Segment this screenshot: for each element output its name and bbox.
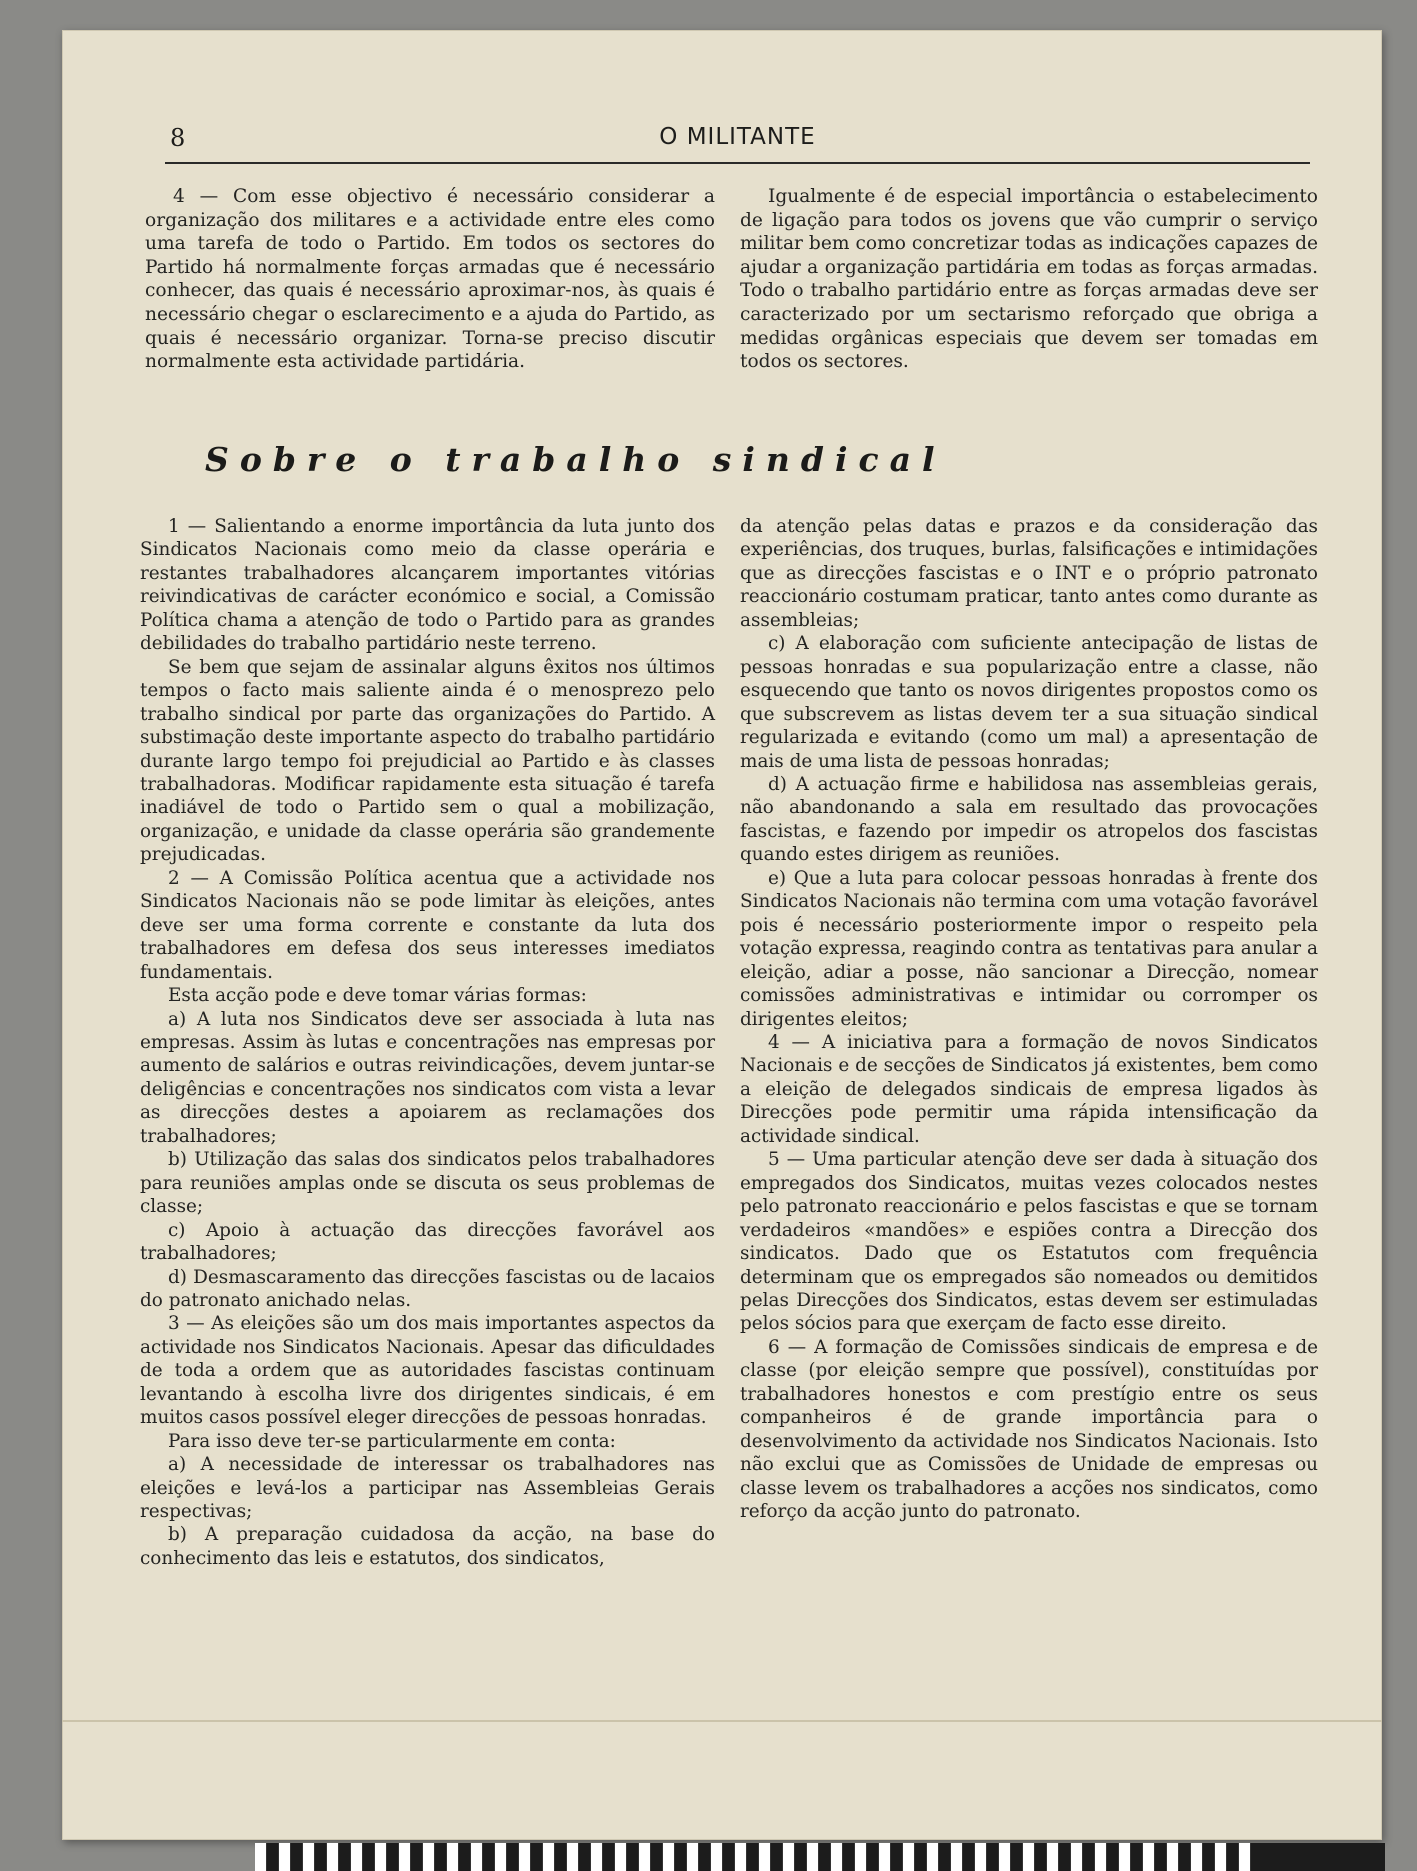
- ruler-tick: [1023, 1843, 1035, 1871]
- paragraph: 5 — Uma particular atenção deve ser dada à situação dos empregados dos Sindicatos, muitas vezes colocados nestes pelo patronato reaccionário e pelos fascistas e que se tornam verdadeiros «mandões» e espiões contra a Direcção dos sindicatos. Dado que os Estatutos com frequência determinam que os empregados são nomeados ou demitidos pelas Direcções dos Sindicatos, estas devem ser estimuladas pelos sócios para que exerçam de facto esse direito.: [740, 1149, 1318, 1335]
- ruler-tick: [687, 1843, 699, 1871]
- paragraph: Para isso deve ter-se particularmente em conta:: [168, 1430, 616, 1452]
- section-title: Sobre o trabalho sindical: [205, 440, 946, 479]
- ruler-tick: [663, 1843, 675, 1871]
- paragraph: a) A necessidade de interessar os trabalhadores nas eleições e levá-los a participar nas Assembleias Gerais respectivas;: [140, 1454, 715, 1523]
- ruler-tick: [1239, 1843, 1251, 1871]
- paragraph: Igualmente é de especial importância o estabelecimento de ligação para todos os jovens que vão cumprir o serviço militar bem como concretizar todas as indicações capazes de ajudar a organização partidária em todas as forças armadas. Todo o trabalho partidário entre as forças armadas deve ser caracterizado por um sectarismo reforçado que obriga a medidas orgânicas especiais que devem ser tomadas em todos os sectores.: [740, 186, 1318, 373]
- ruler-tick: [1119, 1843, 1131, 1871]
- paragraph: d) Desmascaramento das direcções fascistas ou de lacaios do patronato anichado nelas.: [140, 1266, 715, 1311]
- ruler-tick: [591, 1843, 603, 1871]
- body-left-column: [140, 515, 715, 1570]
- ruler-tick: [987, 1843, 999, 1871]
- ruler-tick: [1155, 1843, 1167, 1871]
- ruler-tick: [1071, 1843, 1083, 1871]
- ruler-tick: [879, 1843, 891, 1871]
- top-left-column: [145, 185, 715, 374]
- ruler-tick: [711, 1843, 723, 1871]
- ruler-tick: [783, 1843, 795, 1871]
- ruler-tick: [639, 1843, 651, 1871]
- ruler-tick: [471, 1843, 483, 1871]
- paragraph: 3 — As eleições são um dos mais importantes aspectos da actividade nos Sindicatos Nacionais. Apesar das dificuldades de toda a ordem que as autoridades fascistas continuam levantando à escolha livre dos dirigentes sindicais, é em muitos casos possível eleger direcções de pessoas honradas.: [140, 1313, 715, 1429]
- ruler-tick: [1167, 1843, 1179, 1871]
- paragraph: 6 — A formação de Comissões sindicais de empresa e de classe (por eleição sempre que possível), constituídas por trabalhadores honestos e com prestígio entre os seus companheiros é de grande importância para o desenvolvimento da actividade nos Sindicatos Nacionais. Isto não exclui que as Comissões de Unidade de empresas ou classe levem os trabalhadores a acções nos sindicatos, como reforço da acção junto do patronato.: [740, 1336, 1318, 1523]
- ruler-tick: [447, 1843, 459, 1871]
- ruler-tick: [615, 1843, 627, 1871]
- top-right-column: [740, 185, 1318, 374]
- paragraph: c) A elaboração com suficiente antecipação de listas de pessoas honradas e sua popularização entre a classe, não esquecendo que tanto os novos dirigentes propostos como os que subscrevem as listas devem ter a sua situação sindical regularizada e evitando (como um mal) a apresentação de mais de uma lista de pessoas honradas;: [740, 633, 1318, 772]
- ruler-tick: [627, 1843, 639, 1871]
- ruler-tick: [891, 1843, 903, 1871]
- body-right-column: [740, 515, 1318, 1523]
- ruler-tick: [495, 1843, 507, 1871]
- ruler-tick: [411, 1843, 423, 1871]
- paragraph: 2 — A Comissão Política acentua que a actividade nos Sindicatos Nacionais não se pode limitar às eleições, antes deve ser uma forma corrente e constante da luta dos trabalhadores em defesa dos seus interesses imediatos fundamentais.: [140, 867, 715, 983]
- ruler-tick: [423, 1843, 435, 1871]
- ruler-tick: [507, 1843, 519, 1871]
- ruler-tick: [735, 1843, 747, 1871]
- ruler-tick: [963, 1843, 975, 1871]
- ruler-tick: [375, 1843, 387, 1871]
- ruler-tick: [459, 1843, 471, 1871]
- publication-title: O MILITANTE: [659, 124, 816, 150]
- ruler-tick: [819, 1843, 831, 1871]
- ruler-tick: [903, 1843, 915, 1871]
- ruler-tick: [399, 1843, 411, 1871]
- ruler-tick: [1191, 1843, 1203, 1871]
- ruler-tick: [807, 1843, 819, 1871]
- paragraph: da atenção pelas datas e prazos e da consideração das experiências, dos truques, burlas, falsificações e intimidações que as direcções fascistas e o INT e o próprio patronato reaccionário costumam praticar, tanto antes como durante as assembleias;: [740, 516, 1318, 631]
- ruler-tick: [543, 1843, 555, 1871]
- paragraph: Se bem que sejam de assinalar alguns êxitos nos últimos tempos o facto mais saliente ainda é o menosprezo pelo trabalho sindical por parte das organizações do Partido. A substimação deste importante aspecto do trabalho partidário durante largo tempo foi prejudicial ao Partido e às classes trabalhadoras. Modificar rapidamente esta situação é tarefa inadiável de todo o Partido sem o qual a mobilização, organização, e unidade da classe operária são grandemente prejudicadas.: [140, 656, 715, 866]
- ruler-tick: [927, 1843, 939, 1871]
- ruler-tick: [279, 1843, 291, 1871]
- ruler-tick: [303, 1843, 315, 1871]
- ruler-tick: [759, 1843, 771, 1871]
- ruler-tick: [1107, 1843, 1119, 1871]
- ruler-tick: [651, 1843, 663, 1871]
- ruler-tick: [975, 1843, 987, 1871]
- ruler-tick: [1179, 1843, 1191, 1871]
- ruler-tick: [951, 1843, 963, 1871]
- ruler-tick: [999, 1843, 1011, 1871]
- ruler-tick: [1047, 1843, 1059, 1871]
- ruler-tick: [1203, 1843, 1215, 1871]
- ruler-tick: [1083, 1843, 1095, 1871]
- page-number: 8: [170, 124, 186, 152]
- ruler-tick: [483, 1843, 495, 1871]
- paragraph: d) A actuação firme e habilidosa nas assembleias gerais, não abandonando a sala em resultado das provocações fascistas, e fazendo por impedir os atropelos dos fascistas quando estes dirigem as reuniões.: [740, 773, 1318, 866]
- ruler-tick: [291, 1843, 303, 1871]
- page-header: [165, 120, 1310, 164]
- paragraph: c) Apoio à actuação das direcções favorável aos trabalhadores;: [140, 1219, 715, 1265]
- ruler-tick: [555, 1843, 567, 1871]
- ruler-tick: [579, 1843, 591, 1871]
- ruler-tick: [1143, 1843, 1155, 1871]
- ruler-tick: [855, 1843, 867, 1871]
- paragraph: Esta acção pode e deve tomar várias formas:: [168, 985, 587, 1007]
- ruler-tick: [795, 1843, 807, 1871]
- paragraph: 4 — Com esse objectivo é necessário considerar a organização dos militares e a actividade entre eles como uma tarefa de todo o Partido. Em todos os sectores do Partido há normalmente forças armadas que é necessário conhecer, das quais é necessário aproximar-nos, às quais é necessário chegar o esclarecimento e a ajuda do Partido, as quais é necessário organizar. Torna-se preciso discutir normalmente esta actividade partidária.: [145, 186, 715, 373]
- ruler-tick: [435, 1843, 447, 1871]
- paragraph: b) Utilização das salas dos sindicatos pelos trabalhadores para reuniões amplas onde se discuta os seus problemas de classe;: [140, 1149, 715, 1218]
- paragraph: e) Que a luta para colocar pessoas honradas à frente dos Sindicatos Nacionais não termina com uma votação favorável pois é necessário posteriormente impor o respeito pela votação expressa, reagindo contra as tentativas para anular a eleição, adiar a posse, não sancionar a Direcção, nomear comissões administrativas e intimidar ou corromper os dirigentes eleitos;: [740, 867, 1318, 1030]
- ruler-tick: [603, 1843, 615, 1871]
- paragraph: 1 — Salientando a enorme importância da luta junto dos Sindicatos Nacionais como meio da classe operária e restantes trabalhadores alcançarem importantes vitórias reivindicativas de carácter económico e social, a Comissão Política chama a atenção de todo o Partido para as grandes debilidades do trabalho partidário neste terreno.: [140, 516, 715, 655]
- ruler-tick: [915, 1843, 927, 1871]
- ruler-tick: [363, 1843, 375, 1871]
- scale-ruler-end: [1260, 1843, 1385, 1871]
- ruler-tick: [1011, 1843, 1023, 1871]
- ruler-tick: [519, 1843, 531, 1871]
- ruler-tick: [267, 1843, 279, 1871]
- ruler-tick: [531, 1843, 543, 1871]
- paragraph: 4 — A iniciativa para a formação de novos Sindicatos Nacionais e de secções de Sindicatos já existentes, bem como a eleição de delegados sindicais de empresa ligados às Direcções pode permitir uma rápida intensificação da actividade sindical.: [740, 1031, 1318, 1147]
- ruler-tick: [771, 1843, 783, 1871]
- scale-ruler: [255, 1843, 1385, 1871]
- ruler-tick: [387, 1843, 399, 1871]
- paragraph: a) A luta nos Sindicatos deve ser associada à luta nas empresas. Assim às lutas e concentrações nas empresas por aumento de salários e outras reivindicações, devem juntar-se deligências e concentrações nos sindicatos com vista a levar as direcções destes a apoiarem as reclamações dos trabalhadores;: [140, 1008, 715, 1147]
- ruler-tick: [939, 1843, 951, 1871]
- ruler-tick: [867, 1843, 879, 1871]
- ruler-tick: [1215, 1843, 1227, 1871]
- ruler-tick: [351, 1843, 363, 1871]
- ruler-tick: [1095, 1843, 1107, 1871]
- ruler-tick: [327, 1843, 339, 1871]
- ruler-tick: [339, 1843, 351, 1871]
- ruler-tick: [567, 1843, 579, 1871]
- ruler-tick: [699, 1843, 711, 1871]
- page-fold-line: [62, 1720, 1382, 1722]
- ruler-tick: [1059, 1843, 1071, 1871]
- ruler-tick: [843, 1843, 855, 1871]
- ruler-tick: [255, 1843, 267, 1871]
- ruler-tick: [1227, 1843, 1239, 1871]
- ruler-tick: [315, 1843, 327, 1871]
- ruler-tick: [747, 1843, 759, 1871]
- ruler-tick: [831, 1843, 843, 1871]
- ruler-tick: [675, 1843, 687, 1871]
- ruler-tick: [1035, 1843, 1047, 1871]
- paragraph: b) A preparação cuidadosa da acção, na base do conhecimento das leis e estatutos, dos sindicatos,: [140, 1524, 715, 1569]
- ruler-tick: [723, 1843, 735, 1871]
- ruler-tick: [1131, 1843, 1143, 1871]
